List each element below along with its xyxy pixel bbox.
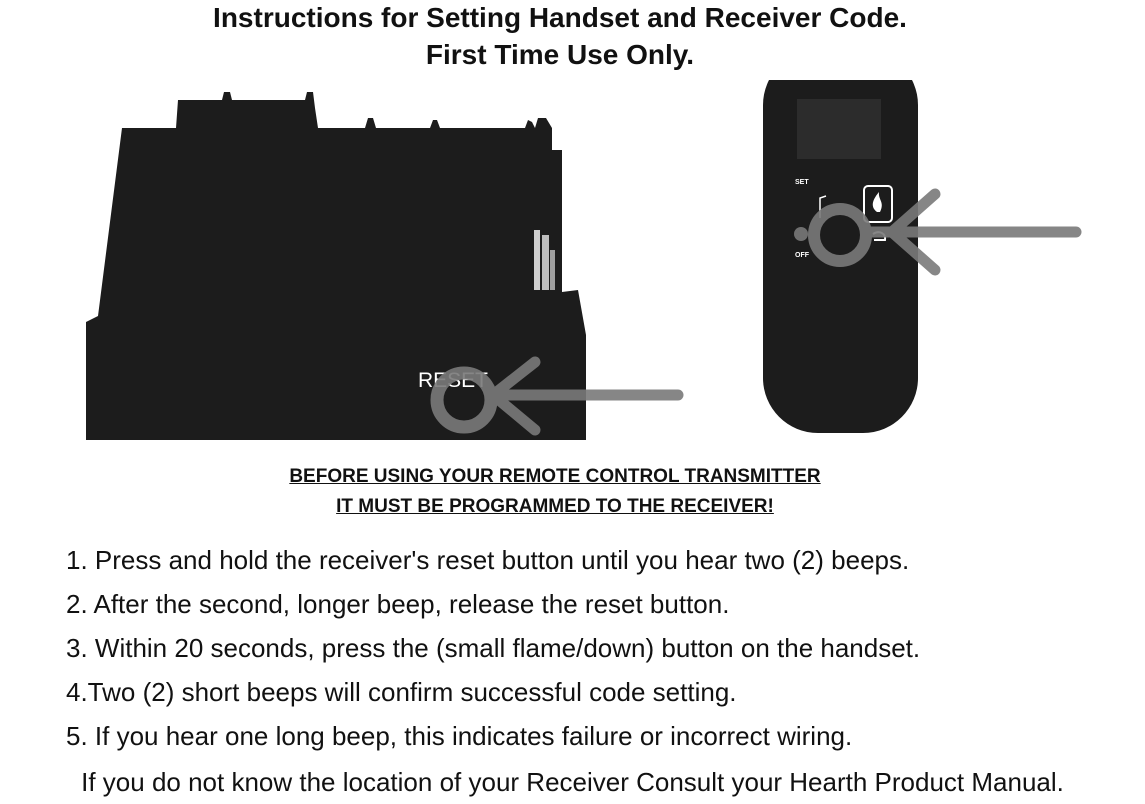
receiver-wire — [550, 250, 555, 290]
reset-label: RESET — [418, 369, 489, 392]
step-4: 4.Two (2) short beeps will confirm successful code setting. — [66, 677, 737, 707]
off-label: OFF — [795, 252, 809, 259]
step-3: 3. Within 20 seconds, press the (small flame/down) button on the handset. — [66, 633, 921, 663]
handset-screen — [797, 99, 881, 159]
receiver-wire — [542, 235, 549, 290]
receiver-wire — [534, 230, 540, 290]
instruction-steps — [66, 538, 920, 758]
warning-line-2: IT MUST BE PROGRAMMED TO THE RECEIVER! — [336, 496, 774, 517]
off-button — [794, 227, 808, 241]
handset — [763, 80, 1076, 433]
page-title: Instructions for Setting Handset and Receiver Code. — [213, 2, 907, 33]
step-5: 5. If you hear one long beep, this indicates failure or incorrect wiring. — [66, 721, 853, 751]
set-label: SET — [795, 179, 809, 186]
step-2: 2. After the second, longer beep, release the reset button. — [66, 589, 730, 619]
diagram — [0, 80, 1145, 460]
receiver-unit — [86, 92, 678, 440]
page-subtitle: First Time Use Only. — [425, 39, 695, 70]
warning-line-1: BEFORE USING YOUR REMOTE CONTROL TRANSMITTER — [289, 466, 821, 487]
footer-note: If you do not know the location of your Receiver Consult your Hearth Product Manual. — [81, 767, 1064, 797]
step-1: 1. Press and hold the receiver's reset button until you hear two (2) beeps. — [66, 545, 910, 575]
